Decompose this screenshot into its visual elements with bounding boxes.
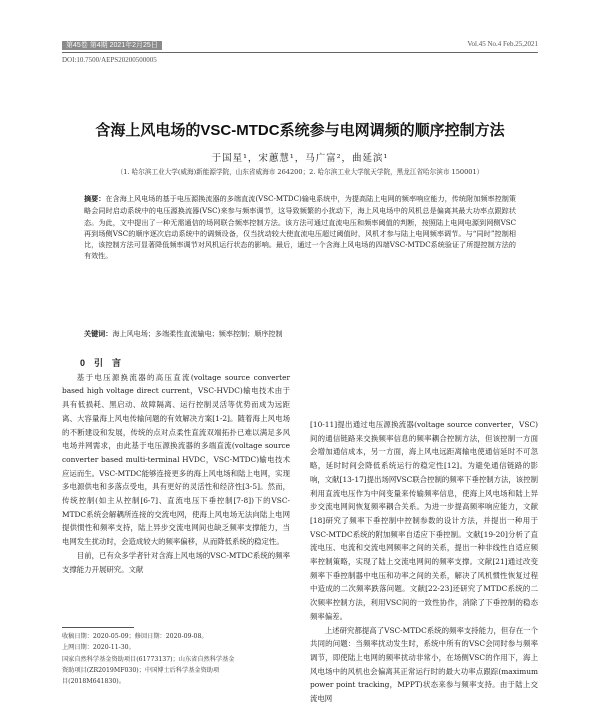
intro-paragraph-2: 目前，已有众多学者针对含海上风电场的VSC-MTDC系统的频率支撑能力开展研究。文献 (62, 550, 290, 574)
header-left (62, 40, 162, 50)
abstract-text: 在含海上风电场的基于电压源换流器的多端直流(VSC-MTDC)输电系统中，为提高陆上电网的频率响应能力，传统附加频率控制策略会同时启动系统中的电压源换流器(VSC)来参与频率调节，这导致频繁的小扰动下，海上风电场中的风机总是偏离其最大功率点跟踪状态。为此，文中提出了一种无需通信的场网联合频率控制方法。该方法可通过直流电压和频率阈值的判断，按照陆上电网电源到网侧VSC再到场侧VSC的顺序逐次启动系统中的调频设备，仅当扰动较大使直流电压超过阈值时，风机才参与陆上电网频率调节。与“同时”控制相比，该控制方法可显著降低频率调节对风机运行状态的影响。最后，通过一个含海上风电场的四端VSC-MTDC系统验证了所提控制方法的有效性。 (84, 194, 516, 261)
footnotes (62, 631, 290, 687)
volume-issue-en: Vol.45 No.4 Feb.25,2021 (467, 40, 538, 48)
left-column (62, 357, 290, 576)
keywords-text: 海上风电场；多端柔性直流输电；频率控制；顺序控制 (112, 329, 283, 338)
header-rule (62, 52, 538, 53)
doi: DOI:10.7500/AEPS20200500005 (62, 56, 157, 64)
affiliation: （1. 哈尔滨工业大学(威海)新能源学院，山东省威海市 264200；2. 哈尔滨工业大学航天学院，黑龙江省哈尔滨市 150001） (116, 168, 484, 176)
abstract (84, 193, 516, 262)
right-column (310, 418, 538, 706)
paper-title: 含海上风电场的VSC-MTDC系统参与电网调频的顺序控制方法 (95, 122, 505, 139)
intro-paragraph-4: 上述研究都提高了VSC-MTDC系统的频率支持能力，但存在一个共同的问题：当频率扰动发生时，系统中所有的VSC会同时参与频率调节，即使陆上电网的频率扰动非常小，在场侧VSC的作用下，海上风电场中的风机也会偏离其正常运行时的最大功率点跟踪(maximum power point tracking，MPPT)状态来参与频率支持。由于陆上交流电网 (310, 625, 538, 704)
intro-paragraph-1: 基于电压源换流器的高压直流(voltage source converter based high voltage direct current，VSC-HVDC)输电技术由于具有低损耗、黑启动、故障隔离、运行控制灵活等优势而成为远距离、大容量海上风电传输问题的有效解决方案[1-2]。随着海上风电场的不断建设和发展，传统的点对点柔性直流双端拓扑已难以满足多风电场并网需求，由此基于电压源换流器的多端直流(voltage source converter based multi-terminal HVDC，VSC-MTDC)输电技术应运而生。VSC-MTDC能够连接更多的海上风电场和陆上电网，实现多电源供电和多落点受电，具有更好的灵活性和经济性[3-5]。然而，传统控制(如主从控制[6-7]、直流电压下垂控制[7-8])下的VSC-MTDC系统会解耦所连接的交流电网，使海上风电场无法向陆上电网提供惯性和频率支持，陆上异步交流电网间也缺乏频率支撑能力，当电网发生扰动时，会造成较大的频率偏移，从而降低系统的稳定性。 (62, 372, 290, 547)
intro-paragraph-3: [10-11]提出通过电压源换流器(voltage source converter，VSC)间的通信链路来交换频率信息的频率耦合控制方法，但该控制一方面会增加通信成本，另一方面，海上风电远距离输电使通信延时不可忽略，延时时间会降低系统运行的稳定性[12]。为避免通信链路的影响，文献[13-17]提出场网VSC联合控制的频率下垂控制方法，该控制利用直流电压作为中间变量来传输频率信息，使海上风电场和陆上异步交流电网间恢复频率耦合关系。为进一步提高频率响应能力，文献[18]研究了频率下垂控制中控制参数的设计方法，并提出一种用于VSC-MTDC系统的附加频率自适应下垂控制。文献[19-20]分析了直流电压、电流和交流电网频率之间的关系，提出一种非线性自适应频率控制策略，实现了陆上交流电网间的频率支撑。文献[21]通过改变频率下垂控制器中电压和功率之间的关系，解决了风机惯性恢复过程中造成的二次频率跌落问题。文献[22-23]还研究了MTDC系统的二次频率控制方法，利用VSC间的一致性协作，消除了下垂控制的稳态频率偏差。 (310, 420, 538, 621)
footnote-fund-2: 资助项目(ZR2019MF030)；中国博士后科学基金资助项 (62, 666, 220, 674)
volume-issue-cn: 第45卷 第4期 2021年2月25日 (62, 41, 162, 50)
footnote-online: 上网日期：2020-11-30。 (62, 644, 135, 652)
authors: 于国星¹，宋蕙慧¹，马广富²，曲延滨¹ (211, 153, 389, 164)
keywords (84, 329, 516, 339)
footnote-received: 收稿日期：2020-05-09；修回日期：2020-09-08。 (62, 633, 208, 640)
keywords-label: 关键词： (84, 330, 113, 338)
footnote-fund-1: 国家自然科学基金资助项目(61773137)；山东省自然科学基金 (62, 655, 235, 663)
section-heading-intro: 0 引 言 (80, 358, 122, 368)
abstract-label: 摘要： (84, 195, 106, 203)
footnote-fund-3: 目(2018M641830)。 (62, 678, 125, 686)
running-header (62, 38, 538, 52)
footnote-rule (62, 627, 134, 628)
